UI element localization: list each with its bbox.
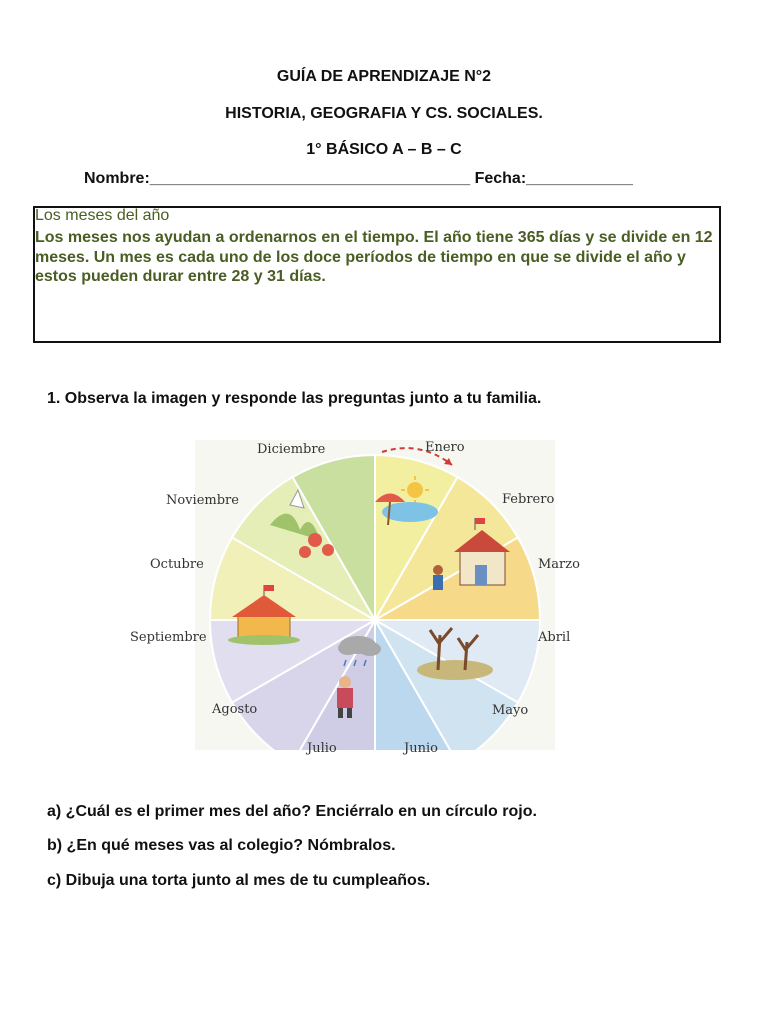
student-fields: [84, 170, 633, 188]
months-wheel: [120, 430, 620, 760]
info-box-title: Los meses del año: [35, 207, 170, 224]
worksheet-title: GUÍA DE APRENDIZAJE N°2: [276, 68, 492, 85]
name-label: Nombre:: [84, 170, 150, 187]
label-enero: Enero: [425, 440, 465, 455]
label-julio: Julio: [307, 741, 337, 756]
label-octubre: Octubre: [150, 557, 204, 572]
label-mayo: Mayo: [492, 703, 529, 718]
label-agosto: Agosto: [212, 702, 258, 717]
label-febrero: Febrero: [502, 492, 555, 507]
label-diciembre: Diciembre: [257, 442, 326, 457]
question-1: 1. Observa la imagen y responde las preguntas junto a tu familia.: [47, 390, 542, 407]
date-blank[interactable]: ____________: [526, 170, 633, 187]
label-marzo: Marzo: [538, 557, 580, 572]
question-c: c) Dibuja una torta junto al mes de tu cumpleaños.: [47, 872, 431, 889]
label-abril: Abril: [538, 630, 571, 645]
question-a: a) ¿Cuál es el primer mes del año? Enciérralo en un círculo rojo.: [47, 803, 537, 820]
subject-title: HISTORIA, GEOGRAFIA Y CS. SOCIALES.: [225, 105, 543, 122]
question-b: b) ¿En qué meses vas al colegio? Nómbralos.: [47, 837, 396, 854]
date-label: Fecha:: [474, 170, 527, 187]
name-blank[interactable]: ____________________________________: [149, 170, 471, 187]
grade-title: 1° BÁSICO A – B – C: [306, 141, 462, 158]
info-box-text: Los meses nos ayudan a ordenarnos en el tiempo. El año tiene 365 días y se divide en 12 meses. Un mes es cada uno de los doce períodos de tiempo en que se divide el año y estos pueden durar entre 28 y 31 días.: [35, 229, 713, 285]
label-septiembre: Septiembre: [130, 630, 207, 645]
label-junio: Junio: [404, 741, 438, 756]
label-noviembre: Noviembre: [166, 493, 239, 508]
